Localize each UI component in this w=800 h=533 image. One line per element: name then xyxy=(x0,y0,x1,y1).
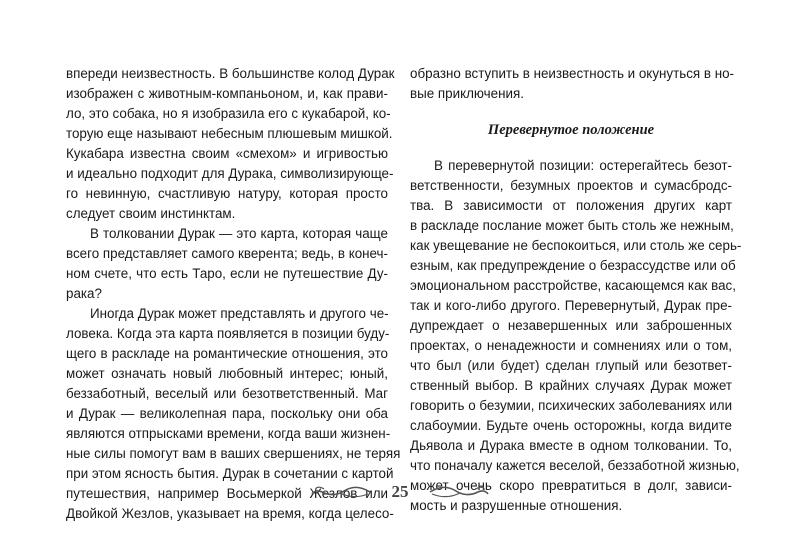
spacer xyxy=(410,104,732,116)
text-line: торую еще называют небесным плюшевым мишкой. xyxy=(66,126,393,141)
text-line: путешествия, например Восьмеркой Жезлов или xyxy=(66,486,388,501)
text-line: может означать новый любовный интерес; юный, xyxy=(66,366,388,381)
text-line: может очень скоро превратиться в долг, зависи- xyxy=(410,478,732,493)
text-line: впереди неизвестность. В большинстве колод Дурак xyxy=(66,66,395,81)
text-line: слабоумии. Будьте очень осторожны, когда видите xyxy=(410,418,732,433)
text-line: так и кого-либо другого. Перевернутый, Дурак пре- xyxy=(410,298,732,313)
text-line: ственный выбор. В крайних случаях Дурак может xyxy=(410,378,732,393)
spacer xyxy=(410,144,732,156)
text-line: ло, это собака, но я изобразила его с кукабарой, ко- xyxy=(66,106,391,121)
text-line: ветственности, безумных проектов и сумасбродс- xyxy=(410,178,732,193)
text-line: проектах, о ненадежности и сомнениях или о том, xyxy=(410,338,732,353)
right-ornament-icon xyxy=(428,484,490,500)
text-line: что был (или будет) сделан глупый или безответ- xyxy=(410,358,732,373)
text-line: говорить о безумии, психических заболеваниях или xyxy=(410,398,733,413)
text-line: что поначалу кажется веселой, беззаботной жизнью, xyxy=(410,458,740,473)
right-body xyxy=(410,156,742,516)
text-line: го невинную, счастливую натуру, которая просто xyxy=(66,186,388,201)
text-line: изображен с животным-компаньоном, и, как прави- xyxy=(66,86,388,101)
right-column xyxy=(410,64,742,516)
text-line: Дьявола и Дурака вместе в одном толковании. То, xyxy=(410,438,732,453)
text-line: В толковании Дурак — это карта, которая чаще xyxy=(90,226,388,241)
text-line: беззаботный, веселый или безответственный. Маг xyxy=(66,386,388,401)
text-line: В перевернутой позиции: остерегайтесь безот- xyxy=(434,158,732,173)
section-subheading: Перевернутое положение xyxy=(487,122,655,138)
text-line: езным, как предупреждение о безрассудстве или об xyxy=(410,258,736,273)
text-line: при этом ясность бытия. Дурак в сочетании с картой xyxy=(66,466,394,481)
text-line: Двойкой Жезлов, указывает на время, когда целесо- xyxy=(66,506,394,521)
text-line: мость и разрушенные отношения. xyxy=(410,498,623,513)
text-line: вые приключения. xyxy=(410,86,524,101)
page-number: 25 xyxy=(391,482,409,501)
text-line: рака? xyxy=(66,286,102,301)
text-line: ные силы помогут вам в ваших свершениях, не теряя xyxy=(66,446,401,461)
text-line: ловека. Когда эта карта появляется в позиции буду- xyxy=(66,326,390,341)
text-line: являются отпрысками времени, когда ваши жизнен- xyxy=(66,426,391,441)
page-footer xyxy=(0,480,800,504)
left-ornament-icon xyxy=(310,484,372,500)
right-intro xyxy=(410,64,735,104)
text-line: дупреждает о незавершенных или заброшенных xyxy=(410,318,732,333)
text-line: и Дурак — великолепная пара, поскольку они оба xyxy=(66,406,388,421)
text-line: всего представляет самого кверента; ведь, в конеч- xyxy=(66,246,388,261)
text-line: щего в раскладе на романтические отношения, это xyxy=(66,346,388,361)
text-line: в раскладе послание может быть столь же нежным, xyxy=(410,218,734,233)
text-line: образно вступить в неизвестность и окунуться в но- xyxy=(410,66,735,81)
text-line: эмоциональном расстройстве, касающемся как вас, xyxy=(410,278,736,293)
text-line: Кукабара известна своим «смехом» и игривостью xyxy=(66,146,388,161)
text-line: и идеально подходит для Дурака, символизирующе- xyxy=(66,166,394,181)
text-line: тва. В зависимости от положения других карт xyxy=(410,198,732,213)
text-line: как увещевание не беспокоиться, или столь же серь- xyxy=(410,238,742,253)
text-line: следует своим инстинктам. xyxy=(66,206,236,221)
text-line: ном счете, что есть Таро, если не путешествие Ду- xyxy=(66,266,388,281)
text-line: Иногда Дурак может представлять и другого че- xyxy=(90,306,389,321)
